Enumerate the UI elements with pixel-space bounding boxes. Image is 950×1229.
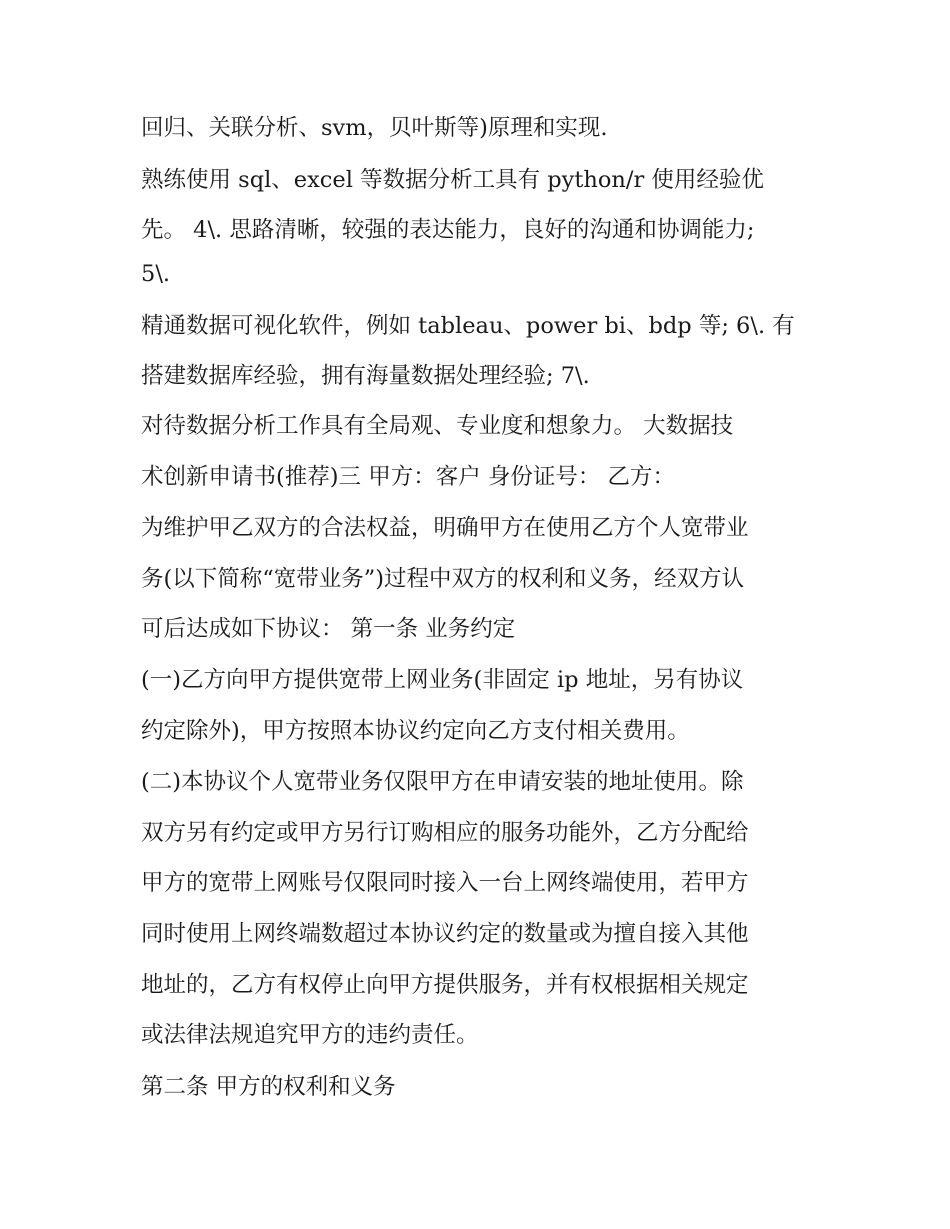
paragraph-line: 为维护甲乙双方的合法权益，明确甲方在使用乙方个人宽带业: [141, 515, 749, 541]
paragraph-line: 务(以下简称“宽带业务”)过程中双方的权利和义务，经双方认: [141, 566, 745, 592]
paragraph-line: 术创新申请书(推荐)三 甲方：客户 身份证号： 乙方：: [141, 464, 676, 490]
paragraph-line: 熟练使用 sql、excel 等数据分析工具有 python/r 使用经验优: [141, 167, 764, 193]
paragraph-line: 对待数据分析工作具有全局观、专业度和想象力。 大数据技: [141, 413, 734, 439]
paragraph-line: 或法律法规追究甲方的违约责任。: [141, 1022, 479, 1048]
paragraph-line: 双方另有约定或甲方另行订购相应的服务功能外，乙方分配给: [141, 820, 749, 846]
paragraph-line: 甲方的宽带上网账号仅限同时接入一台上网终端使用，若甲方: [141, 870, 749, 896]
paragraph-line: 可后达成如下协议： 第一条 业务约定: [141, 616, 516, 642]
paragraph-line: 5\.: [141, 261, 171, 287]
paragraph-line: 搭建数据库经验，拥有海量数据处理经验; 7\.: [141, 363, 590, 389]
paragraph-line: 先。 4\. 思路清晰，较强的表达能力，良好的沟通和协调能力;: [141, 217, 755, 243]
paragraph-line: 约定除外)，甲方按照本协议约定向乙方支付相关费用。: [141, 718, 690, 744]
paragraph-line: (一)乙方向甲方提供宽带上网业务(非固定 ip 地址，另有协议: [141, 667, 744, 693]
paragraph-line: 同时使用上网终端数超过本协议约定的数量或为擅自接入其他: [141, 921, 749, 947]
paragraph-line: 地址的，乙方有权停止向甲方提供服务，并有权根据相关规定: [141, 972, 749, 998]
section-heading: 第二条 甲方的权利和义务: [141, 1074, 396, 1100]
paragraph-line: 回归、关联分析、svm，贝叶斯等)原理和实现.: [141, 115, 608, 141]
paragraph-line: 精通数据可视化软件，例如 tableau、power bi、bdp 等; 6\. 有: [141, 313, 795, 339]
paragraph-line: (二)本协议个人宽带业务仅限甲方在申请安装的地址使用。除: [141, 769, 744, 795]
